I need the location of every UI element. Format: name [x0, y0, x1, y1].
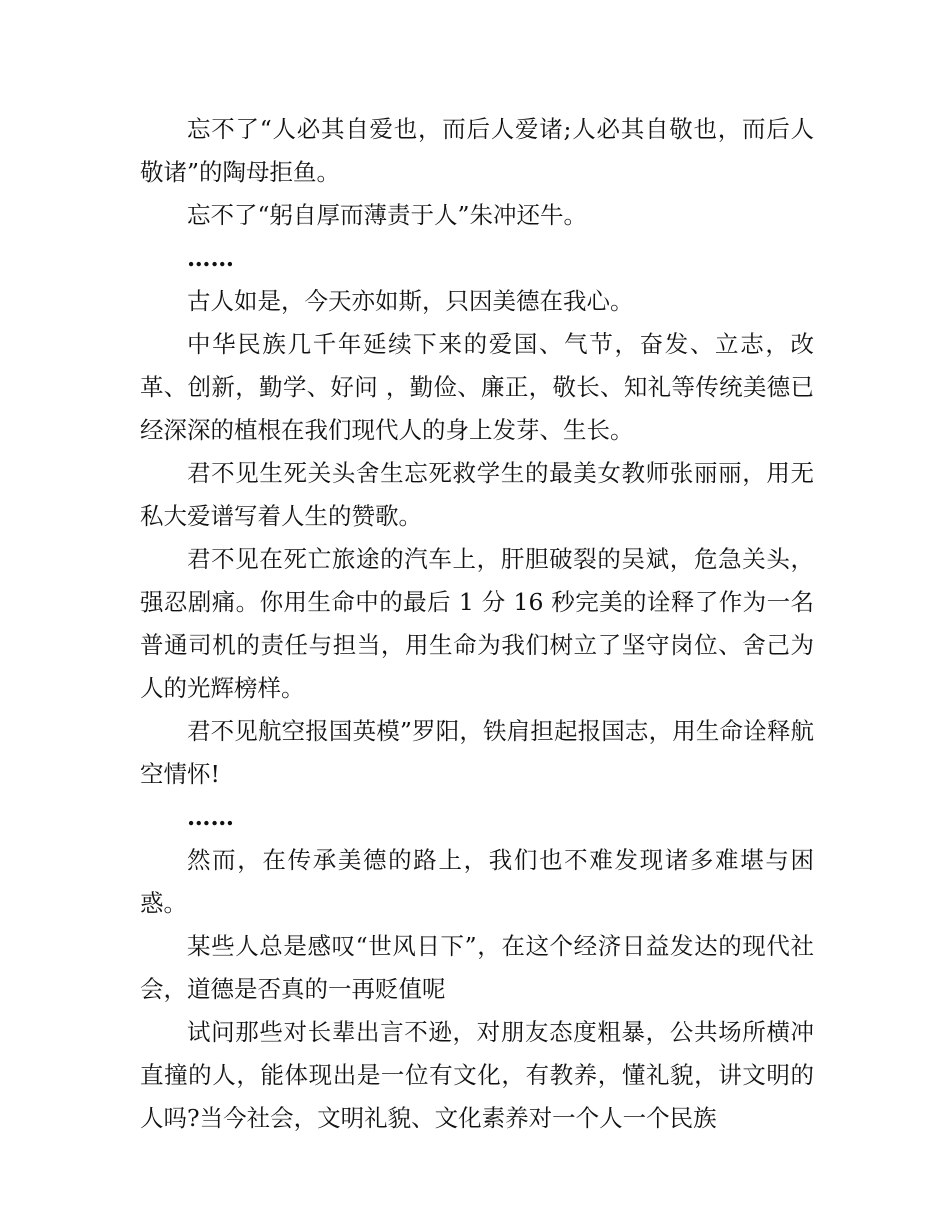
paragraph: 忘不了“人必其自爱也，而后人爱诸;人必其自敬也，而后人敬诸”的陶母拒鱼。: [140, 115, 814, 186]
paragraph: 忘不了“躬自厚而薄责于人”朱冲还牛。: [187, 201, 588, 229]
paragraph: 古人如是，今天亦如斯，只因美德在我心。: [187, 287, 634, 315]
paragraph: 然而，在传承美德的路上，我们也不难发现诸多难堪与困惑。: [140, 846, 814, 917]
paragraph: 试问那些对长辈出言不逊，对朋友态度粗暴，公共场所横冲直撞的人，能体现出是一位有文化，有教养，懂礼貌，讲文明的人吗?当今社会，文明礼貌、文化素养对一个人一个民族: [140, 1018, 814, 1132]
document-body: [140, 108, 814, 1140]
ellipsis-line: ……: [187, 803, 234, 831]
paragraph: 君不见航空报国英模”罗阳，铁肩担起报国志，用生命诠释航空情怀!: [140, 717, 814, 788]
paragraph: 中华民族几千年延续下来的爱国、气节，奋发、立志，改革、创新，勤学、好问 ，勤俭、廉正，敬长、知礼等传统美德已经深深的植根在我们现代人的身上发芽、生长。: [140, 330, 814, 444]
ellipsis-line: ……: [187, 244, 234, 272]
paragraph: 君不见生死关头舍生忘死救学生的最美女教师张丽丽，用无私大爱谱写着人生的赞歌。: [140, 459, 814, 530]
paragraph: 某些人总是感叹“世风日下”，在这个经济日益发达的现代社会，道德是否真的一再贬值呢: [140, 932, 814, 1003]
paragraph: 君不见在死亡旅途的汽车上，肝胆破裂的吴斌，危急关头，强忍剧痛。你用生命中的最后 1 分 16 秒完美的诠释了作为一名普通司机的责任与担当，用生命为我们树立了坚守岗位、舍己为人的光辉榜样。: [140, 545, 814, 702]
